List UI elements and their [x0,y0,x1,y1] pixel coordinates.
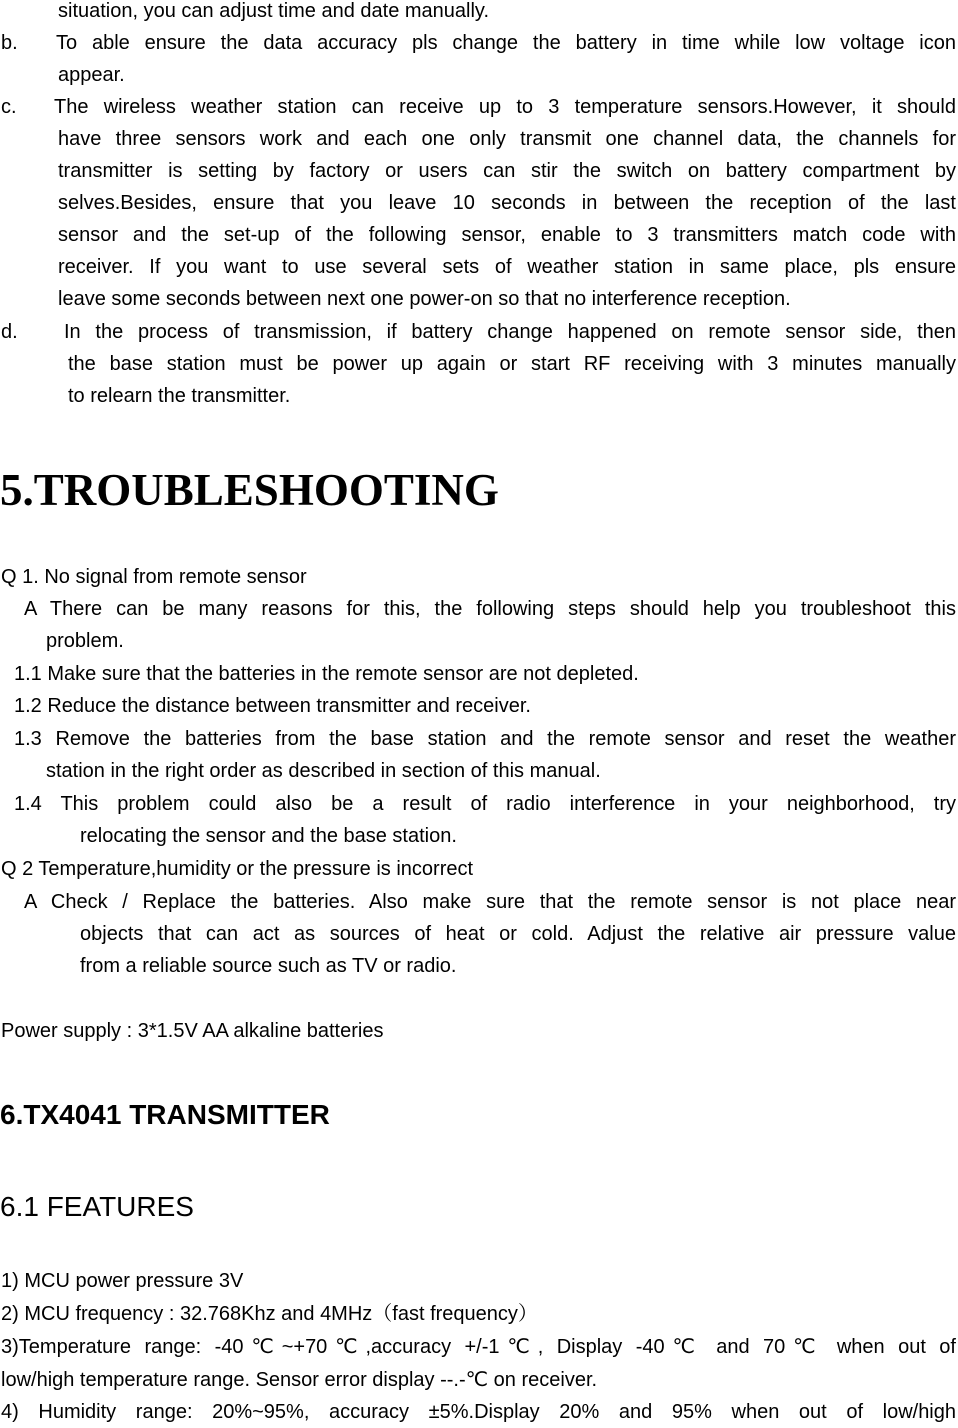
q1-step-1-2: 1.2 Reduce the distance between transmitter and receiver. [14,695,531,717]
q2-answer-line-2: objects that can act as sources of heat or cold. Adjust the relative air pressure value [80,923,956,945]
transmitter-heading: 6.TX4041 TRANSMITTER [0,1099,330,1130]
feature-3-line-1: 3)Temperature range: -40℃~+70℃,accuracy +/-1℃, Display -40℃ and 70℃ when out of [1,1336,956,1358]
q1-step-1-1: 1.1 Make sure that the batteries in the remote sensor are not depleted. [14,663,639,685]
q1-answer-line-1: A There can be many reasons for this, the following steps should help you troubleshoot this [24,598,956,620]
q1-question: Q 1. No signal from remote sensor [1,566,307,588]
features-heading: 6.1 FEATURES [0,1191,194,1222]
q2-answer-line-1: A Check / Replace the batteries. Also make sure that the remote sensor is not place near [24,891,956,913]
q1-step-1-4-line-2: relocating the sensor and the base station. [80,825,457,847]
item-c-line-5: sensor and the set-up of the following sensor, enable to 3 transmitters match code with [58,224,956,246]
item-b-label: b. [1,32,18,54]
feature-2: 2) MCU frequency : 32.768Khz and 4MHz（fast frequency） [1,1303,538,1325]
feature-1: 1) MCU power pressure 3V [1,1270,244,1292]
item-b-line-1: To able ensure the data accuracy pls change the battery in time while low voltage icon [56,32,956,54]
item-c-label: c. [1,96,17,118]
item-d-line-3: to relearn the transmitter. [68,385,291,407]
item-c-line-3: transmitter is setting by factory or users can stir the switch on battery compartment by [58,160,956,182]
q1-step-1-4-line-1: 1.4 This problem could also be a result of radio interference in your neighborhood, try [14,793,956,815]
troubleshooting-heading: 5.TROUBLESHOOTING [0,465,499,515]
item-d-label: d. [1,321,18,343]
item-c-line-7: leave some seconds between next one power-on so that no interference reception. [58,288,791,310]
q2-answer-line-3: from a reliable source such as TV or radio. [80,955,457,977]
power-supply: Power supply : 3*1.5V AA alkaline batteries [1,1020,384,1042]
item-b-line-2: appear. [58,64,125,86]
item-a-continuation: situation, you can adjust time and date manually. [58,0,489,22]
q1-step-1-3-line-1: 1.3 Remove the batteries from the base station and the remote sensor and reset the weather [14,728,956,750]
item-d-line-2: the base station must be power up again or start RF receiving with 3 minutes manually [68,353,956,375]
item-d-line-1: In the process of transmission, if battery change happened on remote sensor side, then [64,321,956,343]
q1-step-1-3-line-2: station in the right order as described in section of this manual. [46,760,601,782]
q1-answer-line-2: problem. [46,630,124,652]
item-c-line-1: The wireless weather station can receive up to 3 temperature sensors.However, it should [54,96,956,118]
item-c-line-6: receiver. If you want to use several sets of weather station in same place, pls ensure [58,256,956,278]
item-c-line-4: selves.Besides, ensure that you leave 10 seconds in between the reception of the last [58,192,956,214]
item-c-line-2: have three sensors work and each one only transmit one channel data, the channels for [58,128,956,150]
q2-question: Q 2 Temperature,humidity or the pressure is incorrect [1,858,474,880]
feature-4-line-1: 4) Humidity range: 20%~95%, accuracy ±5%.Display 20% and 95% when out of low/high [1,1401,956,1423]
feature-3-line-2: low/high temperature range. Sensor error display --.-℃ on receiver. [1,1369,598,1391]
